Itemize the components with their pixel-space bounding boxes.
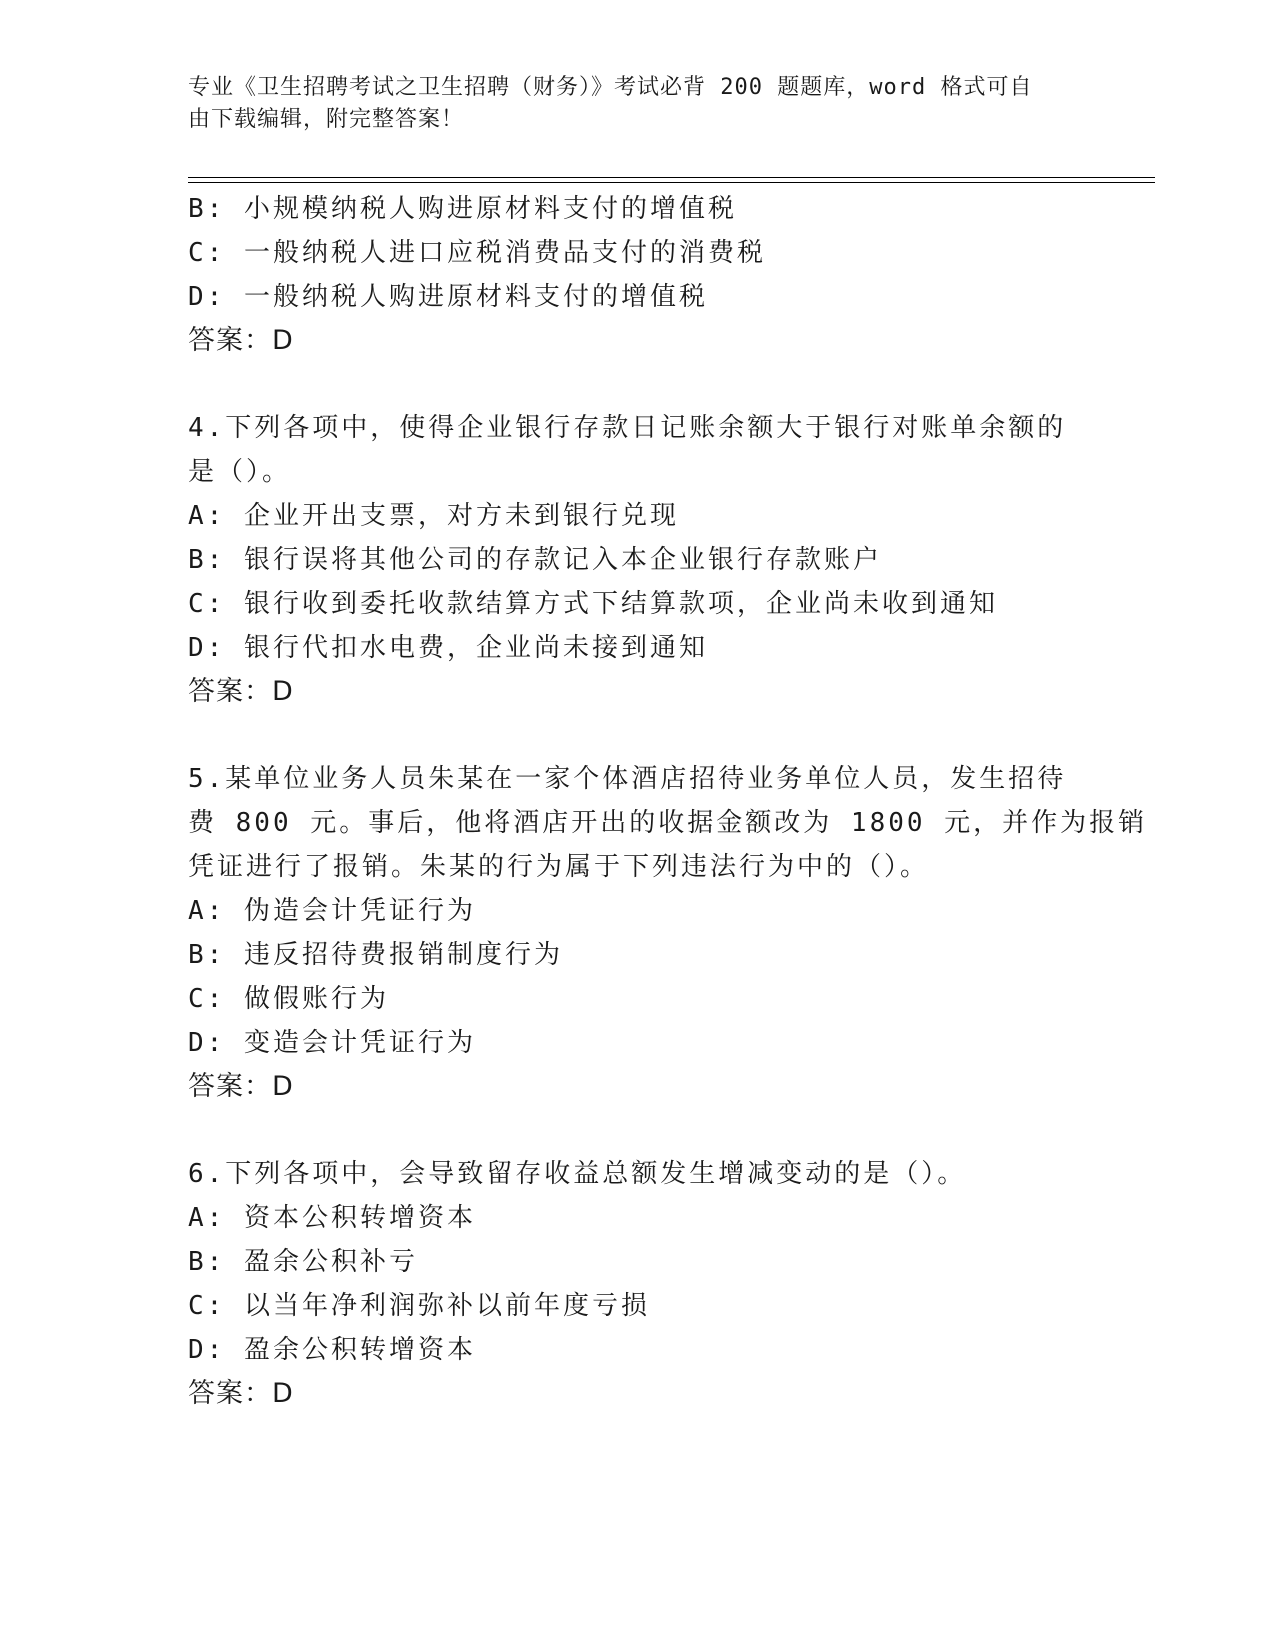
q4-option-c: C: 银行收到委托收款结算方式下结算款项，企业尚未收到通知 (188, 589, 998, 619)
header-divider-top (188, 177, 1155, 178)
q6-option-a: A: 资本公积转增资本 (188, 1203, 476, 1233)
q4-answer: 答案：D (188, 676, 294, 707)
q5-option-b: B: 违反招待费报销制度行为 (188, 940, 563, 970)
q5-stem-line-3: 凭证进行了报销。朱某的行为属于下列违法行为中的（）。 (188, 852, 930, 882)
q3-option-d: D: 一般纳税人购进原材料支付的增值税 (188, 282, 708, 312)
q5-option-a: A: 伪造会计凭证行为 (188, 896, 476, 926)
q5-option-c: C: 做假账行为 (188, 984, 389, 1014)
q4-option-a: A: 企业开出支票，对方未到银行兑现 (188, 501, 679, 531)
q6-option-b: B: 盈余公积补亏 (188, 1247, 418, 1277)
header-line-2: 由下载编辑，附完整答案！ (188, 107, 465, 132)
q3-option-c: C: 一般纳税人进口应税消费品支付的消费税 (188, 238, 766, 268)
q4-stem-line-1: 4.下列各项中，使得企业银行存款日记账余额大于银行对账单余额的 (188, 413, 1067, 443)
q4-option-b: B: 银行误将其他公司的存款记入本企业银行存款账户 (188, 545, 882, 575)
q5-stem-line-2: 费 800 元。事后，他将酒店开出的收据金额改为 1800 元，并作为报销 (188, 808, 1148, 838)
q6-option-d: D: 盈余公积转增资本 (188, 1335, 476, 1365)
header-line-1: 专业《卫生招聘考试之卫生招聘（财务）》考试必背 200 题题库，word 格式可自 (188, 75, 1033, 100)
q3-answer: 答案：D (188, 325, 294, 356)
q6-stem-line-1: 6.下列各项中，会导致留存收益总额发生增减变动的是（）。 (188, 1159, 967, 1189)
q5-answer: 答案：D (188, 1071, 294, 1102)
q5-stem-line-1: 5.某单位业务人员朱某在一家个体酒店招待业务单位人员，发生招待 (188, 764, 1067, 794)
q6-option-c: C: 以当年净利润弥补以前年度亏损 (188, 1291, 650, 1321)
q4-option-d: D: 银行代扣水电费，企业尚未接到通知 (188, 633, 708, 663)
q6-answer: 答案：D (188, 1378, 294, 1409)
q5-option-d: D: 变造会计凭证行为 (188, 1028, 476, 1058)
q4-stem-line-2: 是（）。 (188, 457, 292, 487)
header-divider-bottom (188, 182, 1155, 183)
document-header (188, 72, 1088, 136)
q3-option-b: B: 小规模纳税人购进原材料支付的增值税 (188, 194, 737, 224)
